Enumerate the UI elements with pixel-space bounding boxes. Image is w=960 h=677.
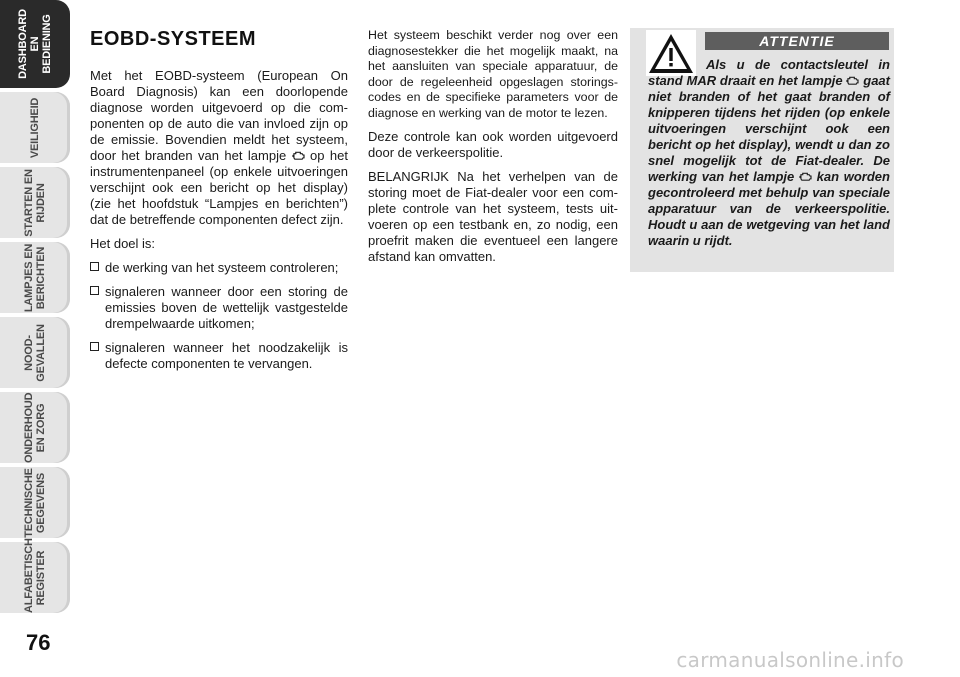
engine-check-icon: [292, 150, 305, 161]
tab-label: NOOD- GEVALLEN: [23, 323, 47, 382]
page-number: 76: [26, 630, 51, 655]
tab-label: TECHNISCHE GEGEVENS: [23, 467, 47, 538]
intro-text-2: op het instrumentenpaneel (op enkele uitvoeringen verschijnt ook een bericht op het display) (zie het hoofdstuk “Lampjes en berichten”) dat de betreffende componenten defect zijn.: [90, 148, 348, 227]
eobd-section: [90, 28, 348, 380]
warning-box: [630, 28, 894, 272]
engine-check-icon: [846, 75, 859, 86]
police-paragraph: Deze controle kan ook worden uitgevoerd door de verkeerspolitie.: [368, 129, 618, 160]
section-title: EOBD-SYSTEEM: [90, 28, 257, 50]
tab-label: VEILIGHEID: [29, 97, 41, 158]
tab-noodgevallen[interactable]: [0, 317, 70, 388]
tab-label: ALFABETISCH REGISTER: [23, 537, 47, 613]
intro-paragraph: [90, 68, 348, 228]
checkbox-bullet-icon: [90, 342, 99, 351]
list-item-text: signaleren wanneer door een storing de emissies boven de wettelijk vastgestelde drempelwaarde uitkomen;: [105, 284, 348, 331]
watermark: carmanualsonline.info: [676, 648, 904, 672]
warning-text-2: gaat niet branden of het gaat branden of knipperen tijdens het rijden (op enkele uitvoeringen verschijnt ook een bericht op het display), wendt u dan zo snel mogelijk tot de Fiat-dealer. De werking van het lampje: [648, 73, 890, 184]
list-item: [90, 340, 348, 372]
tab-technische-gegevens[interactable]: [0, 467, 70, 538]
middle-column: [368, 28, 618, 273]
tab-label: ONDERHOUD EN ZORG: [23, 392, 47, 463]
diagnose-paragraph: Het systeem beschikt verder nog over een diagnosestekker die het mogelijk maakt, na het aansluiten van speciale apparatuur, de door de regeleenheid opgeslagen storingscodes en de specifieke parameters voor de diagnose en werking van de motor te lezen.: [368, 28, 618, 120]
tab-alfabetisch-register[interactable]: [0, 537, 70, 613]
engine-check-icon: [799, 171, 812, 182]
tab-label: STARTEN EN RIJDEN: [23, 168, 47, 237]
list-item-text: signaleren wanneer het noodzakelijk is defecte componenten te vervangen.: [105, 340, 348, 371]
list-item: [90, 284, 348, 332]
purpose-list: [90, 260, 348, 372]
tab-veiligheid[interactable]: [0, 92, 70, 163]
warning-text-3: kan worden gecontroleerd met behulp van speciale apparatuur van de verkeerspolitie. Houdt u aan de wetgeving van het land waarin u rijdt.: [648, 169, 890, 248]
tab-label: DASHBOARD EN BEDIENING: [17, 9, 53, 79]
tab-lampjes-en-berichten[interactable]: [0, 242, 70, 313]
checkbox-bullet-icon: [90, 286, 99, 295]
list-item-text: de werking van het systeem controleren;: [105, 260, 339, 275]
list-item: [90, 260, 348, 276]
tab-label: LAMPJES EN BERICHTEN: [23, 243, 47, 312]
checkbox-bullet-icon: [90, 262, 99, 271]
tab-starten-en-rijden[interactable]: [0, 167, 70, 238]
warning-text-1: Als u de contactsleutel in stand MAR draait en het lampje: [648, 57, 890, 88]
tab-dashboard[interactable]: [0, 0, 70, 88]
purpose-heading: Het doel is:: [90, 236, 156, 251]
warning-text: [648, 57, 890, 249]
intro-text-1: Met het EOBD-systeem (European On Board Diagnosis) kan een doorlopende diagnose worden uitgevoerd op die componenten op de auto die van invloed zijn op de emissie. Bovendien meldt het systeem, door het branden van het lampje: [90, 68, 348, 163]
warning-header: ATTENTIE: [705, 32, 889, 50]
tab-onderhoud-en-zorg[interactable]: [0, 392, 70, 463]
chapter-tabs: [0, 0, 72, 640]
important-paragraph: BELANGRIJK Na het verhelpen van de storing moet de Fiat-dealer voor een complete controle van het systeem, tests uitvoeren op een testbank en, zo nodig, een proefrit maken die eventueel een langere afstand kan omvatten.: [368, 169, 618, 264]
